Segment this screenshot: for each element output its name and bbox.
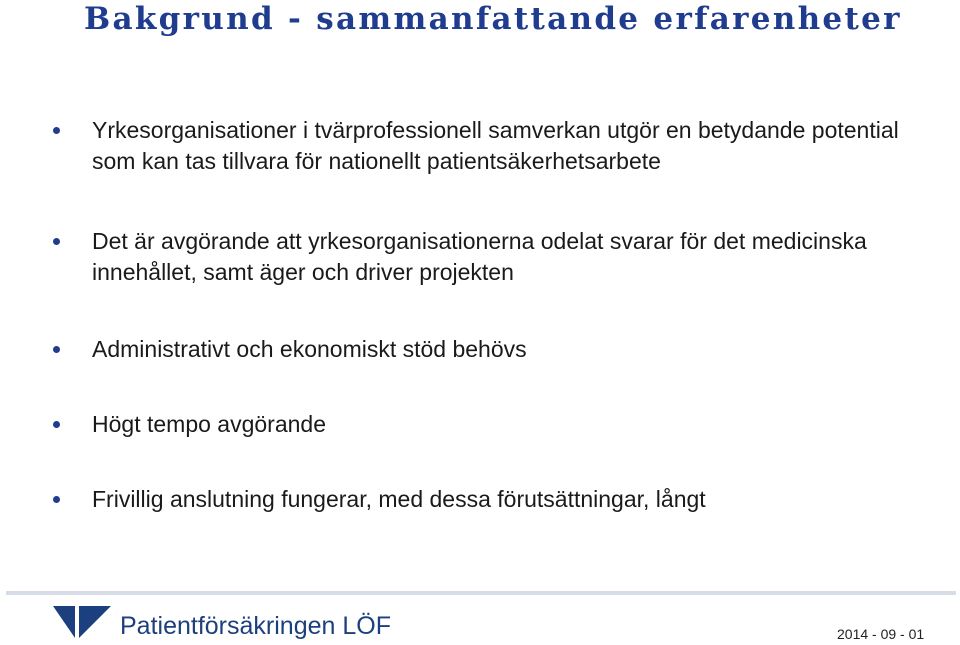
logo-triangle-right (79, 606, 111, 638)
footer-divider (6, 591, 956, 595)
bullet-text: Yrkesorganisationer i tvärprofessionell samverkan utgör en betydande potential som kan tas tillvara för nationellt patientsäkerhetsarbete (92, 117, 899, 174)
bullet-icon (53, 238, 60, 245)
bullet-icon (53, 421, 60, 428)
bullet-text: Högt tempo avgörande (92, 411, 326, 437)
bullet-item (92, 115, 922, 177)
bullet-icon (53, 127, 60, 134)
bullet-item (92, 484, 922, 515)
bullet-item (92, 409, 922, 440)
slide-date: 2014 - 09 - 01 (837, 626, 925, 642)
bullet-icon (53, 346, 60, 353)
bullet-text: Det är avgörande att yrkesorganisationerna odelat svarar för det medicinska innehållet, samt äger och driver projekten (92, 228, 867, 285)
bullet-icon (53, 496, 60, 503)
bullet-text: Frivillig anslutning fungerar, med dessa förutsättningar, långt (92, 486, 706, 512)
slide-title: Bakgrund - sammanfattande erfarenheter (84, 1, 902, 37)
bullet-text: Administrativt och ekonomiskt stöd behövs (92, 336, 527, 362)
lof-logo-icon (52, 604, 112, 640)
bullet-item (92, 334, 922, 365)
brand-name: Patientförsäkringen LÖF (120, 612, 391, 640)
logo-triangle-left (53, 606, 75, 638)
bullet-item (92, 226, 922, 288)
